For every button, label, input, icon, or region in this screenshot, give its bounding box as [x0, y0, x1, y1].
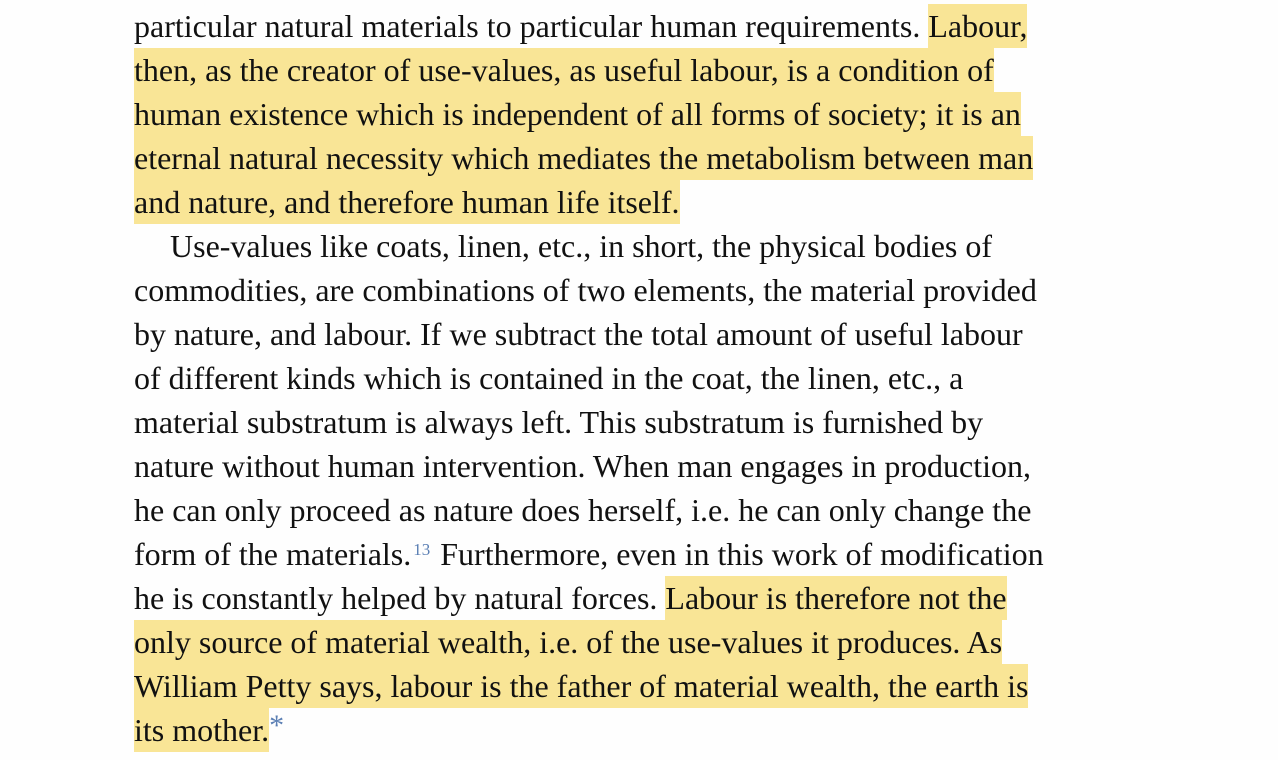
footnote-link[interactable]: 13 [413, 540, 431, 559]
highlighted-text[interactable]: human existence which is independent of all forms of society; it is an [134, 92, 1021, 136]
text-run: he can only proceed as nature does herself, i.e. he can only change the [134, 492, 1032, 528]
text-line [134, 400, 1164, 444]
text-run: particular natural materials to particular human requirements. [134, 8, 929, 44]
text-line [134, 92, 1164, 136]
highlighted-text[interactable]: Labour is therefore not the [665, 576, 1006, 620]
text-line [134, 180, 1164, 224]
text-line [134, 224, 1164, 268]
highlighted-text[interactable]: Labour, [928, 4, 1027, 48]
text-line [134, 664, 1164, 708]
document-text [134, 0, 1164, 752]
text-line [134, 48, 1164, 92]
text-run: commodities, are combinations of two elements, the material provided [134, 272, 1037, 308]
text-run: Furthermore, even in this work of modification [432, 536, 1044, 572]
text-line [134, 576, 1164, 620]
text-line [134, 268, 1164, 312]
text-run: material substratum is always left. This substratum is furnished by [134, 404, 984, 440]
highlighted-text[interactable]: eternal natural necessity which mediates the metabolism between man [134, 136, 1033, 180]
highlighted-text[interactable]: William Petty says, labour is the father of material wealth, the earth is [134, 664, 1028, 708]
text-run: of different kinds which is contained in the coat, the linen, etc., a [134, 360, 964, 396]
text-line [134, 708, 1164, 752]
text-run: Use-values like coats, linen, etc., in short, the physical bodies of [170, 228, 993, 264]
text-line [134, 136, 1164, 180]
text-run: form of the materials. [134, 536, 412, 572]
text-run: by nature, and labour. If we subtract the total amount of useful labour [134, 316, 1023, 352]
editor-note-link[interactable]: * [269, 709, 285, 742]
text-line [134, 532, 1164, 576]
highlighted-text[interactable]: only source of material wealth, i.e. of the use-values it produces. As [134, 620, 1002, 664]
text-line [134, 488, 1164, 532]
text-line [134, 4, 1164, 48]
highlighted-text[interactable]: then, as the creator of use-values, as useful labour, is a condition of [134, 48, 994, 92]
text-run: nature without human intervention. When man engages in production, [134, 448, 1031, 484]
text-line [134, 444, 1164, 488]
text-line [134, 356, 1164, 400]
highlighted-text[interactable]: its mother. [134, 708, 269, 752]
text-run: he is constantly helped by natural forces. [134, 580, 666, 616]
text-line [134, 312, 1164, 356]
highlighted-text[interactable]: and nature, and therefore human life itself. [134, 180, 680, 224]
text-line [134, 620, 1164, 664]
